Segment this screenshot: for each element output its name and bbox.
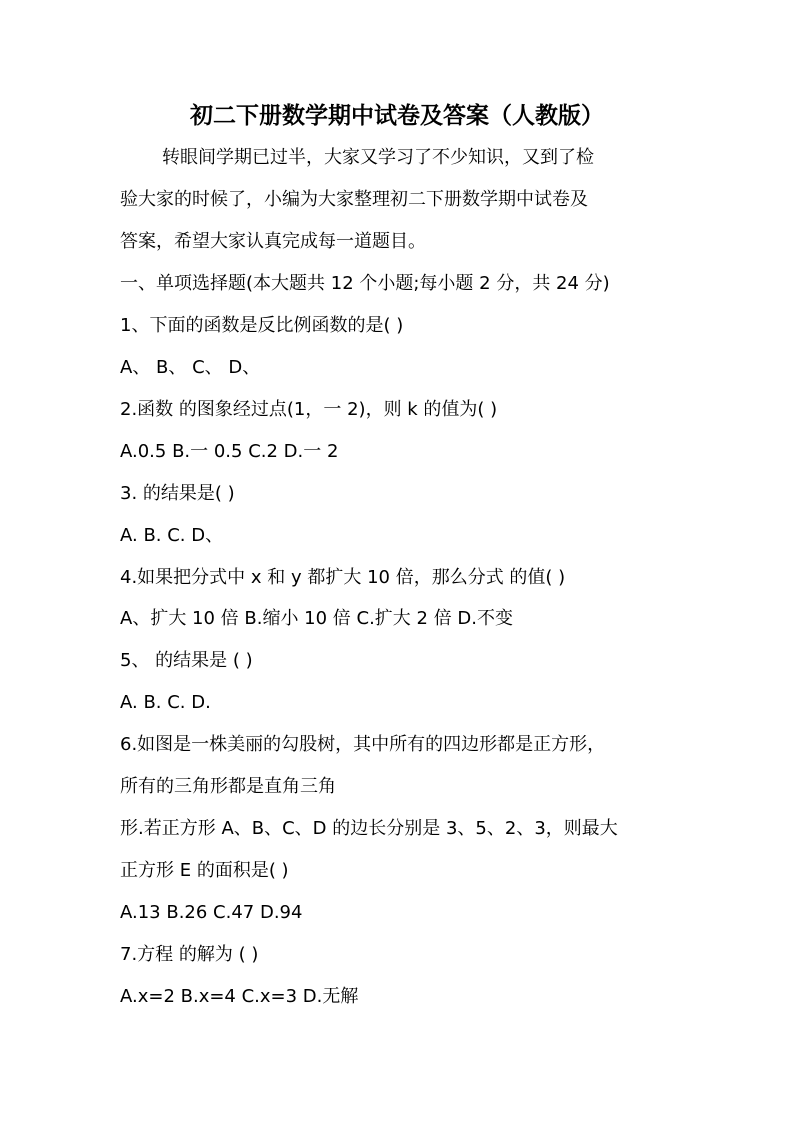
- intro-line-2: 验大家的时候了，小编为大家整理初二下册数学期中试卷及: [120, 189, 588, 210]
- question-6-stem-line-1: 6.如图是一株美丽的勾股树，其中所有的四边形都是正方形，: [120, 734, 606, 755]
- question-3-options: A. B. C. D、: [120, 525, 224, 546]
- question-7-stem: 7.方程 的解为 ( ): [120, 944, 259, 965]
- question-1-stem: 1、下面的函数是反比例函数的是( ): [120, 315, 404, 336]
- question-2-options: A.0.5 B.一 0.5 C.2 D.一 2: [120, 441, 339, 462]
- question-5-stem: 5、 的结果是 ( ): [120, 650, 253, 671]
- question-2-stem: 2.函数 的图象经过点(1，一 2)，则 k 的值为( ): [120, 399, 498, 420]
- question-7-options: A.x=2 B.x=4 C.x=3 D.无解: [120, 986, 359, 1007]
- question-6-stem-line-4: 正方形 E 的面积是( ): [120, 860, 289, 881]
- question-6-stem-line-3: 形.若正方形 A、B、C、D 的边长分别是 3、5、2、3，则最大: [120, 818, 618, 839]
- section-heading: 一、单项选择题(本大题共 12 个小题;每小题 2 分，共 24 分): [120, 273, 610, 294]
- question-6-options: A.13 B.26 C.47 D.94: [120, 902, 303, 923]
- question-5-options: A. B. C. D.: [120, 692, 211, 713]
- intro-line-1: 转眼间学期已过半，大家又学习了不少知识，又到了检: [162, 147, 594, 168]
- question-4-options: A、扩大 10 倍 B.缩小 10 倍 C.扩大 2 倍 D.不变: [120, 608, 514, 629]
- question-4-stem: 4.如果把分式中 x 和 y 都扩大 10 倍，那么分式 的值( ): [120, 567, 566, 588]
- question-3-stem: 3. 的结果是( ): [120, 483, 235, 504]
- intro-line-3: 答案，希望大家认真完成每一道题目。: [120, 231, 426, 252]
- question-1-options: A、 B、 C、 D、: [120, 357, 261, 378]
- question-6-stem-line-2: 所有的三角形都是直角三角: [120, 776, 336, 797]
- document-title: 初二下册数学期中试卷及答案（人教版）: [190, 102, 604, 129]
